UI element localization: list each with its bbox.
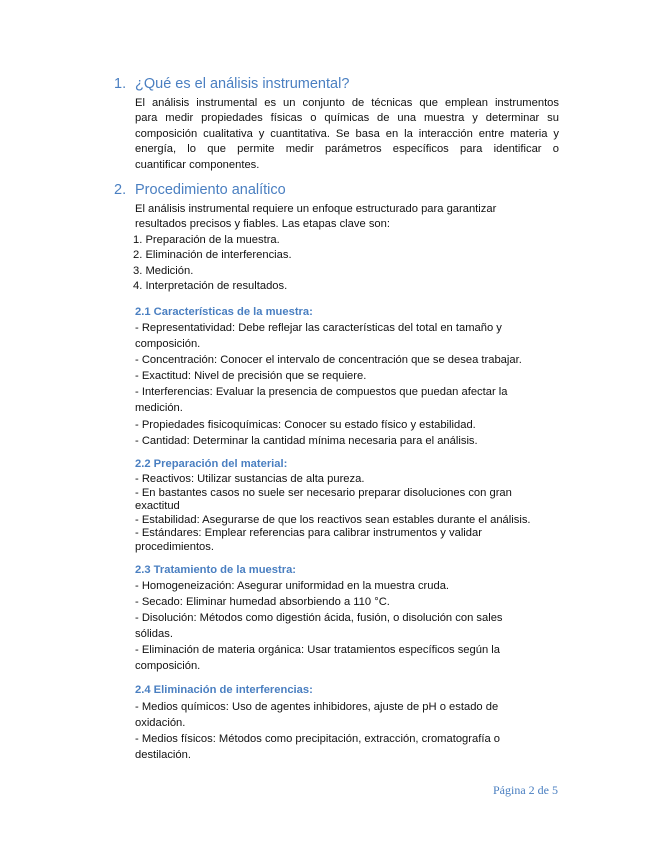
- subsection-2-2-list: [135, 473, 565, 555]
- step-item: 4. Interpretación de resultados.: [133, 280, 288, 293]
- section-2-paragraph: [135, 202, 559, 294]
- list-item: - Medios químicos: Uso de agentes inhibidores, ajuste de pH o estado de: [135, 701, 499, 713]
- list-item: - Cantidad: Determinar la cantidad mínima necesaria para el análisis.: [135, 434, 478, 447]
- list-item: composición.: [135, 338, 201, 351]
- list-item: - Secado: Eliminar humedad absorbiendo a 110 °C.: [135, 596, 390, 609]
- subsection-2-3-title: 2.3 Tratamiento de la muestra:: [135, 564, 297, 576]
- section-1-number: 1.: [114, 76, 127, 92]
- step-item: 3. Medición.: [133, 264, 194, 277]
- subsection-2-2-title: 2.2 Preparación del material:: [135, 458, 288, 470]
- list-item: - Estabilidad: Asegurarse de que los reactivos sean estables durante el análisis.: [135, 513, 531, 526]
- list-item: - Disolución: Métodos como digestión ácida, fusión, o disolución con sales: [135, 612, 503, 625]
- list-item: - Estándares: Emplear referencias para calibrar instrumentos y validar: [135, 527, 482, 540]
- list-item: oxidación.: [135, 717, 186, 730]
- list-item: - Concentración: Conocer el intervalo de concentración que se desea trabajar.: [135, 354, 522, 367]
- section-1-heading: [114, 76, 349, 92]
- list-item: - Interferencias: Evaluar la presencia de compuestos que puedan afectar la: [135, 386, 508, 399]
- subsection-2-3-list: [135, 578, 565, 675]
- section-2-number: 2.: [114, 182, 127, 198]
- paragraph-line: El análisis instrumental requiere un enfoque estructurado para garantizar: [135, 203, 497, 215]
- paragraph-line: energía, lo que permite medir parámetros específicos para identificar o: [135, 143, 559, 156]
- paragraph-line: resultados precisos y fiables. Las etapas clave son:: [135, 218, 390, 231]
- paragraph-line: El análisis instrumental es un conjunto de técnicas que emplean instrumentos: [135, 97, 559, 109]
- page-number-footer: Página 2 de 5: [493, 783, 558, 797]
- list-item: sólidas.: [135, 628, 173, 641]
- section-2-title: Procedimiento analítico: [135, 182, 286, 198]
- list-item: - Eliminación de materia orgánica: Usar tratamientos específicos según la: [135, 644, 501, 657]
- list-item: - Representatividad: Debe reflejar las características del total en tamaño y: [135, 322, 502, 334]
- section-2-heading: [114, 182, 286, 198]
- list-item: medición.: [135, 402, 183, 415]
- list-item: composición.: [135, 660, 201, 673]
- list-item: - Reactivos: Utilizar sustancias de alta pureza.: [135, 473, 365, 485]
- subsection-2-4-list: [135, 699, 565, 763]
- list-item: - Medios físicos: Métodos como precipitación, extracción, cromatografía o: [135, 733, 500, 746]
- subsection-2-4-title: 2.4 Eliminación de interferencias:: [135, 684, 313, 696]
- paragraph-line: composición cualitativa y cuantitativa. Se basa en la interacción entre materia y: [135, 127, 559, 140]
- list-item: - En bastantes casos no suele ser necesario preparar disoluciones con gran: [135, 486, 512, 499]
- paragraph-line: cuantificar componentes.: [135, 158, 260, 171]
- subsection-2-1-title: 2.1 Características de la muestra:: [135, 306, 313, 318]
- list-item: - Homogeneización: Asegurar uniformidad en la muestra cruda.: [135, 580, 450, 592]
- list-item: procedimientos.: [135, 540, 214, 553]
- paragraph-line: para medir propiedades físicas o químicas de una muestra y determinar su: [135, 112, 559, 125]
- section-1-paragraph: [135, 96, 559, 173]
- subsection-2-1-list: [135, 320, 565, 449]
- step-item: 1. Preparación de la muestra.: [133, 233, 280, 246]
- step-item: 2. Eliminación de interferencias.: [133, 249, 292, 262]
- list-item: - Propiedades fisicoquímicas: Conocer su estado físico y estabilidad.: [135, 418, 476, 431]
- section-1-title: ¿Qué es el análisis instrumental?: [135, 76, 350, 92]
- list-item: exactitud: [135, 500, 180, 513]
- list-item: destilación.: [135, 749, 191, 762]
- list-item: - Exactitud: Nivel de precisión que se requiere.: [135, 370, 367, 383]
